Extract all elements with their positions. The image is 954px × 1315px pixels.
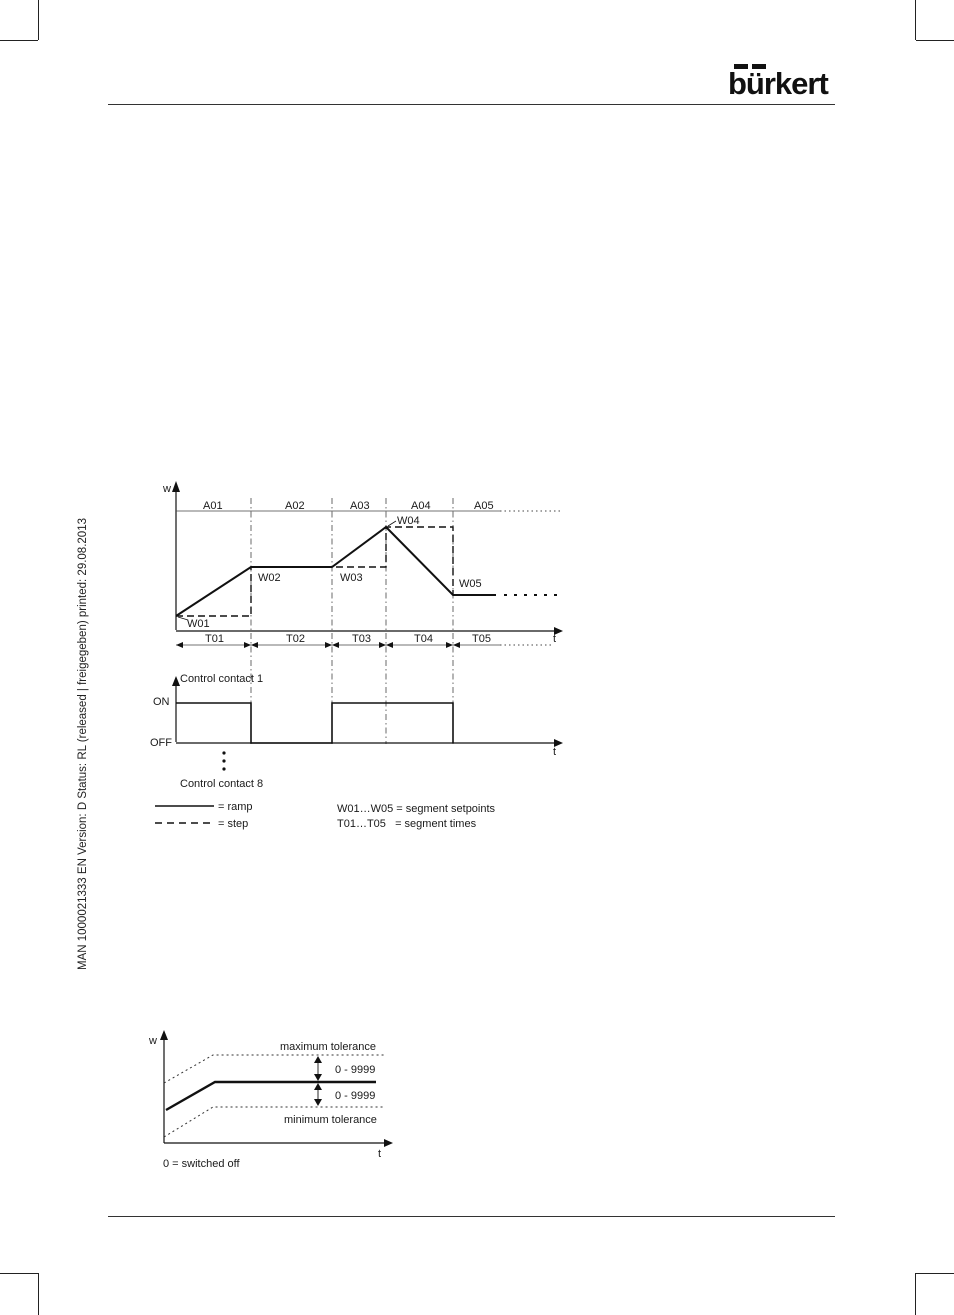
- segment-label-a02: A02: [285, 500, 305, 512]
- time-axis-label: t: [378, 1148, 382, 1160]
- legend-ramp-label: = ramp: [218, 801, 253, 813]
- off-label: OFF: [150, 737, 172, 749]
- contact-signal: [176, 703, 453, 743]
- control-contact-1-label: Control contact 1: [180, 673, 264, 685]
- time-label-t04: T04: [414, 633, 433, 645]
- switched-off-note: 0 = switched off: [163, 1158, 240, 1170]
- setpoint-pointer: [388, 521, 396, 526]
- setpoint-label-w03: W03: [340, 572, 363, 584]
- control-axis-arrow: [172, 676, 180, 686]
- min-tolerance-label: minimum tolerance: [284, 1114, 377, 1126]
- time-axis-label: t: [553, 633, 557, 645]
- segment-label-a04: A04: [411, 500, 431, 512]
- step-profile: [176, 527, 453, 616]
- legend-setpoints: W01…W05 = segment setpoints: [337, 803, 496, 815]
- time-axis-arrow: [384, 1139, 393, 1147]
- w-axis-arrow: [172, 481, 180, 492]
- control-contact-8-label: Control contact 8: [180, 778, 264, 790]
- setpoint-label-w02: W02: [258, 572, 281, 584]
- max-tolerance-label: maximum tolerance: [280, 1041, 376, 1053]
- time-label-t03: T03: [352, 633, 371, 645]
- segment-label-a03: A03: [350, 500, 370, 512]
- legend-step-label: = step: [218, 818, 249, 830]
- time-label-t02: T02: [286, 633, 305, 645]
- time-label-t05: T05: [472, 633, 491, 645]
- segment-label-a01: A01: [203, 500, 223, 512]
- setpoint-label-w04: W04: [397, 515, 420, 527]
- time-label-t01: T01: [205, 633, 224, 645]
- lower-range-label: 0 - 9999: [335, 1090, 376, 1102]
- ellipsis-dots: [222, 751, 225, 770]
- control-time-label: t: [553, 746, 557, 758]
- w-axis-label: w: [149, 1035, 157, 1047]
- ramp-profile: [176, 527, 496, 616]
- document-status-sidebar: MAN 1000021333 EN Version: D Status: RL (released | freigegeben) printed: 29.08.2013: [77, 518, 89, 970]
- logo-text: bürkert: [728, 66, 828, 101]
- tolerance-band-diagram: [148, 1030, 393, 1170]
- setpoint-label-w01: W01: [187, 618, 210, 630]
- segment-label-a05: A05: [474, 500, 494, 512]
- on-label: ON: [153, 696, 170, 708]
- w-axis-arrow: [160, 1030, 168, 1040]
- w-axis-label: w: [163, 483, 171, 495]
- upper-range-label: 0 - 9999: [335, 1064, 376, 1076]
- setpoint-label-w05: W05: [459, 578, 482, 590]
- legend-times: T01…T05 = segment times: [337, 818, 477, 830]
